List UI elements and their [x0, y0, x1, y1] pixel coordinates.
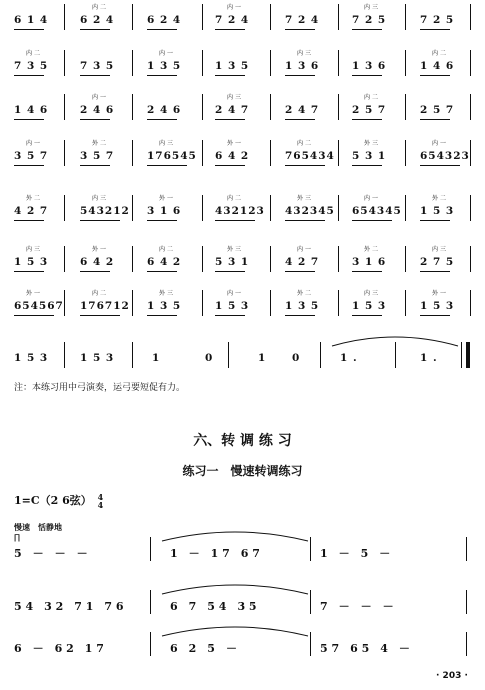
beam-underline: [420, 271, 450, 272]
beam-underline: [80, 315, 120, 316]
barline: [470, 94, 471, 120]
fingering-mark: 内: [364, 94, 371, 101]
note-group: 1 3 6: [285, 60, 320, 72]
fingering-mark: 二: [235, 195, 242, 202]
beam-underline: [285, 220, 325, 221]
note-group: 1 .: [420, 352, 438, 364]
fingering-mark: 一: [235, 290, 242, 297]
fingering-mark: 内: [26, 246, 33, 253]
barline: [470, 50, 471, 76]
fingering-mark: 三: [235, 246, 242, 253]
beam-underline: [352, 119, 382, 120]
fingering-mark: 外: [26, 290, 33, 297]
barline: [466, 590, 467, 614]
fingering-mark: 二: [100, 4, 107, 11]
fingering-mark: 一: [235, 4, 242, 11]
barline: [202, 4, 203, 30]
melody-measure: 6 2 5 －: [170, 642, 237, 655]
barline: [405, 195, 406, 221]
beam-underline: [352, 220, 392, 221]
phrase-slur: [160, 624, 310, 638]
barline: [310, 590, 311, 614]
fingering-mark: 一: [34, 140, 41, 147]
beam-underline: [80, 165, 110, 166]
note-group: 2 4 6: [147, 104, 182, 116]
note-group: 1 3 6: [352, 60, 387, 72]
barline: [405, 290, 406, 316]
barline: [64, 94, 65, 120]
barline: [132, 140, 133, 166]
fingering-mark: 内: [364, 4, 371, 11]
note-group: 176545: [147, 150, 197, 162]
note-group: 1 5 3: [420, 205, 455, 217]
beam-underline: [14, 29, 44, 30]
note-group: 0: [292, 352, 301, 364]
final-barline: [466, 342, 470, 368]
beam-underline: [215, 165, 245, 166]
beam-underline: [352, 165, 382, 166]
fingering-mark: 二: [440, 195, 447, 202]
barline: [270, 50, 271, 76]
barline: [132, 50, 133, 76]
barline: [466, 632, 467, 656]
barline: [202, 290, 203, 316]
note-group: 1: [152, 352, 161, 364]
note-group: 7 2 4: [215, 14, 250, 26]
barline: [320, 342, 321, 368]
note-group: 1 4 6: [420, 60, 455, 72]
melody-measure: 1 － 1 7 6 7: [170, 547, 260, 560]
note-group: 7 2 5: [352, 14, 387, 26]
fingering-mark: 外: [159, 195, 166, 202]
fingering-mark: 一: [34, 290, 41, 297]
beam-underline: [420, 75, 450, 76]
barline: [405, 4, 406, 30]
barline: [470, 140, 471, 166]
beam-underline: [14, 165, 44, 166]
beam-underline: [420, 220, 450, 221]
note-group: 6 2 4: [147, 14, 182, 26]
note-group: 3 1 6: [147, 205, 182, 217]
barline: [132, 94, 133, 120]
fingering-mark: 内: [92, 94, 99, 101]
fingering-mark: 一: [305, 246, 312, 253]
barline: [470, 290, 471, 316]
note-group: 1 5 3: [80, 352, 115, 364]
note-group: 654345: [352, 205, 402, 217]
barline: [405, 50, 406, 76]
fingering-mark: 二: [167, 246, 174, 253]
fingering-mark: 外: [92, 140, 99, 147]
barline: [202, 140, 203, 166]
note-group: 3 5 7: [80, 150, 115, 162]
fingering-mark: 一: [167, 50, 174, 57]
note-group: 1 5 3: [352, 300, 387, 312]
note-group: 543212: [80, 205, 130, 217]
barline: [150, 537, 151, 561]
fingering-mark: 内: [297, 246, 304, 253]
fingering-mark: 内: [364, 195, 371, 202]
fingering-mark: 二: [34, 195, 41, 202]
beam-underline: [147, 165, 187, 166]
fingering-mark: 内: [159, 50, 166, 57]
beam-underline: [352, 29, 382, 30]
barline: [470, 195, 471, 221]
barline: [132, 4, 133, 30]
beam-underline: [215, 271, 245, 272]
barline: [150, 590, 151, 614]
time-signature-top: 4: [97, 492, 104, 502]
note-group: 2 5 7: [420, 104, 455, 116]
note-group: 6 4 2: [215, 150, 250, 162]
fingering-mark: 内: [26, 50, 33, 57]
fingering-mark: 内: [92, 290, 99, 297]
barline: [270, 4, 271, 30]
fingering-mark: 二: [305, 140, 312, 147]
note-group: 654567: [14, 300, 64, 312]
note-group: 2 4 7: [285, 104, 320, 116]
beam-underline: [285, 75, 315, 76]
note-group: 1 5 3: [420, 300, 455, 312]
fingering-mark: 外: [26, 195, 33, 202]
fingering-mark: 内: [227, 290, 234, 297]
barline: [132, 246, 133, 272]
note-group: 4 2 7: [14, 205, 49, 217]
fingering-mark: 内: [227, 94, 234, 101]
fingering-mark: 内: [364, 290, 371, 297]
fingering-mark: 三: [235, 94, 242, 101]
fingering-mark: 外: [159, 290, 166, 297]
beam-underline: [420, 29, 450, 30]
fingering-mark: 一: [440, 290, 447, 297]
fingering-mark: 二: [100, 140, 107, 147]
barline: [310, 537, 311, 561]
barline: [202, 50, 203, 76]
beam-underline: [420, 165, 460, 166]
beam-underline: [352, 75, 382, 76]
barline: [338, 140, 339, 166]
beam-underline: [285, 165, 325, 166]
beam-underline: [147, 75, 177, 76]
barline: [405, 140, 406, 166]
fingering-mark: 内: [92, 195, 99, 202]
beam-underline: [14, 271, 44, 272]
beam-underline: [147, 271, 177, 272]
fingering-mark: 外: [364, 246, 371, 253]
fingering-mark: 一: [167, 195, 174, 202]
barline: [461, 342, 462, 368]
fingering-mark: 外: [92, 246, 99, 253]
fingering-mark: 一: [235, 140, 242, 147]
note-group: 3 5 7: [14, 150, 49, 162]
fingering-mark: 三: [100, 195, 107, 202]
note-group: 1 5 3: [14, 352, 49, 364]
key-signature-text: 1=C（2 6弦）: [14, 494, 92, 507]
beam-underline: [215, 29, 245, 30]
barline: [270, 140, 271, 166]
barline: [338, 246, 339, 272]
note-group: 6 2 4: [80, 14, 115, 26]
fingering-mark: 三: [372, 140, 379, 147]
note-group: 654323: [420, 150, 470, 162]
barline: [64, 342, 65, 368]
beam-underline: [80, 75, 110, 76]
beam-underline: [147, 29, 177, 30]
barline: [64, 140, 65, 166]
note-group: 432123: [215, 205, 265, 217]
beam-underline: [285, 119, 315, 120]
fingering-mark: 内: [92, 4, 99, 11]
note-group: 7 2 4: [285, 14, 320, 26]
note-group: 1: [258, 352, 267, 364]
fingering-mark: 内: [432, 140, 439, 147]
note-group: 6 1 4: [14, 14, 49, 26]
fingering-mark: 三: [167, 140, 174, 147]
fingering-mark: 内: [297, 50, 304, 57]
note-group: 7 3 5: [80, 60, 115, 72]
fingering-mark: 内: [159, 140, 166, 147]
fingering-mark: 外: [432, 195, 439, 202]
fingering-mark: 一: [100, 94, 107, 101]
melody-measure: 1 － 5 －: [320, 547, 391, 560]
barline: [270, 195, 271, 221]
beam-underline: [147, 220, 177, 221]
barline: [132, 342, 133, 368]
key-signature: [14, 492, 103, 509]
note-group: 6 4 2: [80, 256, 115, 268]
tempo-marking: 慢速 恬静地: [14, 523, 62, 532]
melody-measure: 6 7 5 4 3 5: [170, 600, 257, 613]
barline: [228, 342, 229, 368]
fingering-mark: 外: [297, 195, 304, 202]
fingering-mark: 内: [297, 140, 304, 147]
note-group: 2 7 5: [420, 256, 455, 268]
fingering-mark: 三: [305, 195, 312, 202]
note-group: 7 3 5: [14, 60, 49, 72]
tie-slur: [330, 334, 460, 348]
melody-measure: 7 － － －: [320, 600, 394, 613]
exercise-title: 练习一 慢速转调练习: [182, 464, 303, 478]
note-group: 1 4 6: [14, 104, 49, 116]
phrase-slur: [160, 529, 310, 543]
time-signature-bottom: 4: [97, 500, 104, 510]
barline: [64, 4, 65, 30]
fingering-mark: 内: [26, 140, 33, 147]
beam-underline: [80, 271, 110, 272]
note-group: 432345: [285, 205, 335, 217]
fingering-mark: 一: [100, 246, 107, 253]
note-group: 1 5 3: [14, 256, 49, 268]
beam-underline: [14, 75, 44, 76]
fingering-mark: 外: [364, 140, 371, 147]
beam-underline: [285, 271, 315, 272]
barline: [470, 246, 471, 272]
beam-underline: [80, 119, 110, 120]
barline: [270, 94, 271, 120]
time-signature: [98, 493, 104, 509]
barline: [338, 290, 339, 316]
beam-underline: [285, 29, 315, 30]
section-title: 六、转 调 练 习: [193, 433, 292, 449]
note-group: 5 3 1: [215, 256, 250, 268]
note-group: 2 4 7: [215, 104, 250, 116]
barline: [470, 4, 471, 30]
beam-underline: [285, 315, 315, 316]
fingering-mark: 内: [227, 195, 234, 202]
fingering-mark: 二: [100, 290, 107, 297]
barline: [202, 246, 203, 272]
barline: [64, 246, 65, 272]
barline: [202, 195, 203, 221]
beam-underline: [147, 315, 177, 316]
page-number: · 203 ·: [436, 671, 468, 681]
beam-underline: [80, 220, 120, 221]
note-group: 176712: [80, 300, 130, 312]
fingering-mark: 外: [432, 290, 439, 297]
barline: [270, 290, 271, 316]
fingering-mark: 二: [305, 290, 312, 297]
barline: [202, 94, 203, 120]
note-group: 2 5 7: [352, 104, 387, 116]
note-group: 7 2 5: [420, 14, 455, 26]
note-group: 765434: [285, 150, 335, 162]
melody-measure: 5 7 6 5 4 －: [320, 642, 410, 655]
note-group: 5 3 1: [352, 150, 387, 162]
fingering-mark: 三: [372, 4, 379, 11]
barline: [338, 94, 339, 120]
note-group: 1 5 3: [215, 300, 250, 312]
fingering-mark: 二: [372, 94, 379, 101]
beam-underline: [14, 220, 44, 221]
barline: [64, 50, 65, 76]
barline: [405, 94, 406, 120]
fingering-mark: 一: [440, 140, 447, 147]
barline: [338, 195, 339, 221]
fingering-mark: 二: [440, 50, 447, 57]
beam-underline: [352, 271, 382, 272]
note-group: 1 3 5: [285, 300, 320, 312]
barline: [64, 195, 65, 221]
fingering-mark: 外: [297, 290, 304, 297]
beam-underline: [215, 75, 245, 76]
beam-underline: [14, 315, 54, 316]
note-group: 1 3 5: [147, 60, 182, 72]
beam-underline: [420, 315, 450, 316]
fingering-mark: 内: [227, 4, 234, 11]
fingering-mark: 内: [159, 246, 166, 253]
beam-underline: [14, 119, 44, 120]
barline: [338, 4, 339, 30]
beam-underline: [147, 119, 177, 120]
beam-underline: [215, 315, 245, 316]
beam-underline: [215, 119, 245, 120]
fingering-mark: 三: [372, 290, 379, 297]
fingering-mark: 三: [34, 246, 41, 253]
beam-underline: [420, 119, 450, 120]
barline: [132, 195, 133, 221]
note-group: 3 1 6: [352, 256, 387, 268]
fingering-mark: 二: [372, 246, 379, 253]
performance-note: 注：本练习用中弓演奏，运弓要短促有力。: [14, 383, 186, 393]
note-group: 2 4 6: [80, 104, 115, 116]
fingering-mark: 三: [440, 246, 447, 253]
melody-measure: 5 4 3 2 7 1 7 6: [14, 600, 124, 613]
fingering-mark: 外: [227, 140, 234, 147]
barline: [405, 246, 406, 272]
barline: [270, 246, 271, 272]
note-group: 1 .: [340, 352, 358, 364]
barline: [310, 632, 311, 656]
note-group: 1 3 5: [215, 60, 250, 72]
bow-mark: ∏: [14, 533, 21, 542]
melody-measure: 6 － 6 2 1 7: [14, 642, 104, 655]
note-group: 1 3 5: [147, 300, 182, 312]
note-group: 6 4 2: [147, 256, 182, 268]
fingering-mark: 三: [305, 50, 312, 57]
barline: [150, 632, 151, 656]
fingering-mark: 外: [227, 246, 234, 253]
fingering-mark: 一: [372, 195, 379, 202]
barline: [338, 50, 339, 76]
fingering-mark: 三: [167, 290, 174, 297]
barline: [64, 290, 65, 316]
fingering-mark: 二: [34, 50, 41, 57]
beam-underline: [352, 315, 382, 316]
beam-underline: [215, 220, 255, 221]
melody-measure: 5 － － －: [14, 547, 88, 560]
barline: [466, 537, 467, 561]
barline: [132, 290, 133, 316]
fingering-mark: 内: [432, 246, 439, 253]
phrase-slur: [160, 582, 310, 596]
note-group: 4 2 7: [285, 256, 320, 268]
fingering-mark: 内: [432, 50, 439, 57]
note-group: 0: [205, 352, 214, 364]
beam-underline: [80, 29, 110, 30]
